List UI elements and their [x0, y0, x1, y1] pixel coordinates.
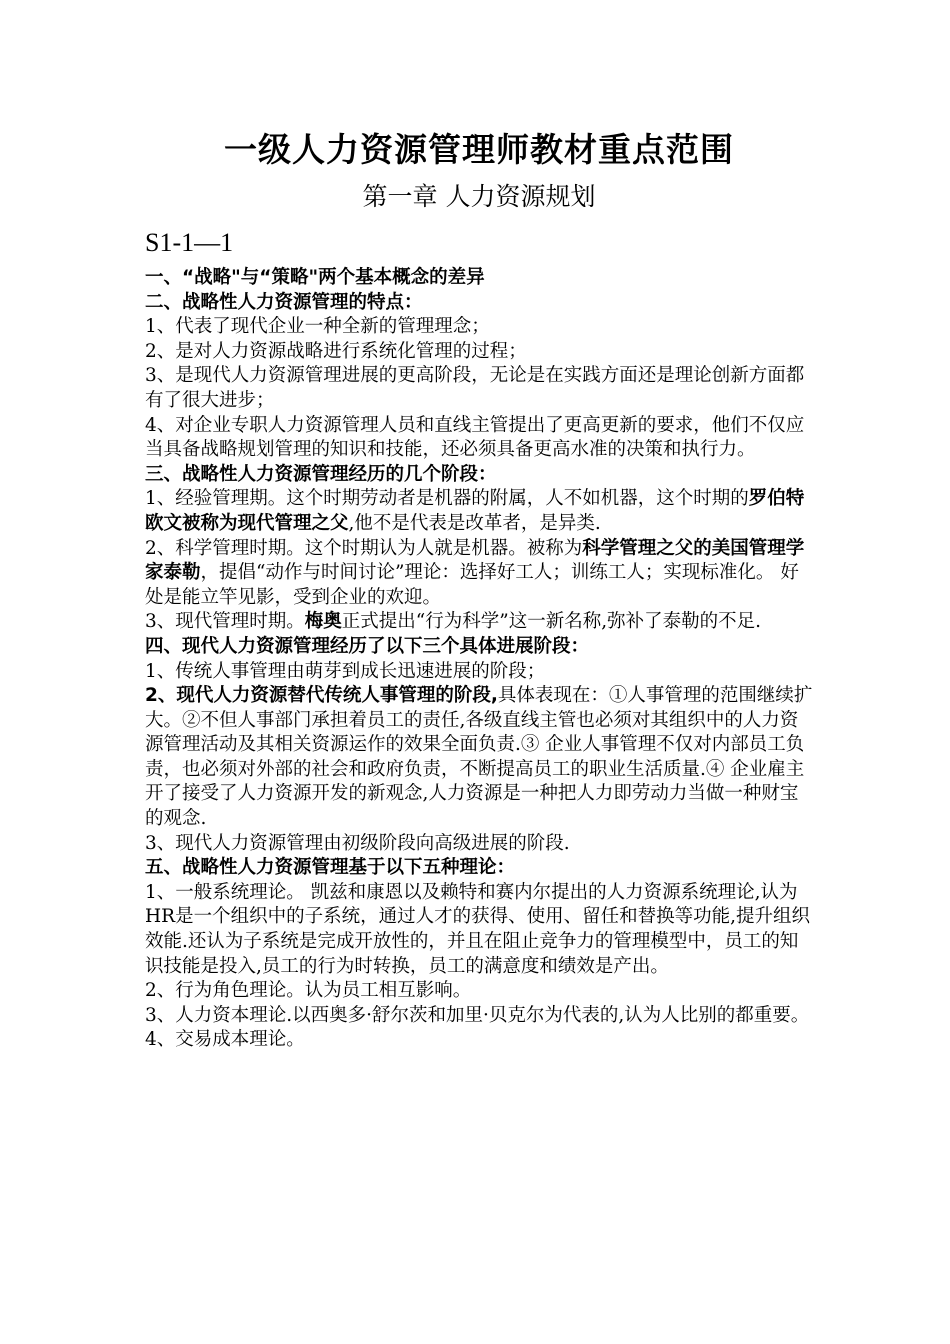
section-2-heading: 二、战略性人力资源管理的特点： [145, 291, 423, 313]
section-4-item-1: 1、传统人事管理由萌芽到成长迅速进展的阶段； [145, 660, 546, 682]
page-title: 一级人力资源管理师教材重点范围 [224, 130, 734, 169]
section-3-item-1 [145, 487, 813, 536]
section-3-heading: 三、战略性人力资源管理经历的几个阶段： [145, 463, 497, 485]
text-run: ，提倡“动作与时间讨论”理论：选择好工人；训练工人；实现标准化。 好处是能立竿见影，受到企业的欢迎。 [145, 562, 799, 608]
section-5-item: 4、交易成本理论。 [145, 1029, 305, 1051]
section-4-heading: 四、现代人力资源管理经历了以下三个具体进展阶段： [145, 635, 590, 657]
text-run: 2、科学管理时期。这个时期认为人就是机器。被称为 [145, 537, 583, 559]
text-run: 1、经验管理期。这个时期劳动者是机器的附属，人不如机器，这个时期的 [145, 488, 749, 510]
section-1-heading: 一、“战略"与“策略"两个基本概念的差异 [145, 267, 485, 288]
section-2-item: 2、是对人力资源战略进行系统化管理的过程； [145, 340, 527, 362]
section-code: S1-1—1 [145, 228, 234, 257]
section-5-heading: 五、战略性人力资源管理基于以下五种理论： [145, 857, 516, 879]
text-run: 正式提出“行为科学”这一新名称,弥补了泰勒的不足. [341, 611, 761, 633]
document-page [145, 126, 813, 1053]
section-2-item: 4、对企业专职人力资源管理人员和直线主管提出了更高更新的要求，他们不仅应当具备战略规划管理的知识和技能，还必须具备更高水准的决策和执行力。 [145, 414, 805, 461]
section-3-item-2 [145, 537, 813, 611]
section-3-item-3 [145, 610, 813, 635]
bold-text-run: 2、现代人力资源替代传统人事管理的阶段, [145, 685, 498, 707]
bold-text-run: 梅奥 [304, 611, 342, 633]
section-2-item: 1、代表了现代企业一种全新的管理理念； [145, 316, 490, 338]
text-run: 具体表现在：①人事管理的范围继续扩大。②不但人事部门承担着员工的责任,各级直线主管也必须对其组织中的人力资源管理活动及其相关资源运作的效果全面负责.③ 企业人事管理不仅对内部员工负责，也必须对外部的社会和政府负责，不断提高员工的职业生活质量.④ 企业雇主开了接受了人力资源开发的新观念,人力资源是一种把人力即劳动力当做一种财宝的观念. [145, 685, 813, 830]
text-run: 3、现代管理时期。 [145, 611, 305, 633]
bold-text-run: 科学管理之父的美国管理学家泰勒 [145, 537, 805, 584]
section-5-item: 1、一般系统理论。 凯兹和康恩以及赖特和赛内尔提出的人力资源系统理论,认为HR是一个组织中的子系统，通过人才的获得、使用、留任和替换等功能,提升组织效能.还认为子系统是完成开放性的，并且在阻止竞争力的管理模型中，员工的知识技能是投入,员工的行为时转换，员工的满意度和绩效是产出。 [145, 881, 810, 977]
section-4-item-2 [145, 684, 813, 832]
section-2-item: 3、是现代人力资源管理进展的更高阶段，无论是在实践方面还是理论创新方面都有了很大进步； [145, 365, 805, 411]
section-5-item: 2、行为角色理论。认为员工相互影响。 [145, 980, 472, 1002]
chapter-title: 第一章 人力资源规划 [362, 182, 596, 211]
section-5-item: 3、人力资本理论.以西奥多·舒尔茨和加里·贝克尔为代表的,认为人比别的都重要。 [145, 1004, 810, 1026]
bold-text-run: 罗伯特 欧文被称为现代管理之父 [145, 488, 805, 534]
section-4-item-3: 3、现代人力资源管理由初级阶段向高级进展的阶段. [145, 832, 570, 854]
text-run: ,他不是代表是改革者，是异类. [348, 512, 601, 534]
